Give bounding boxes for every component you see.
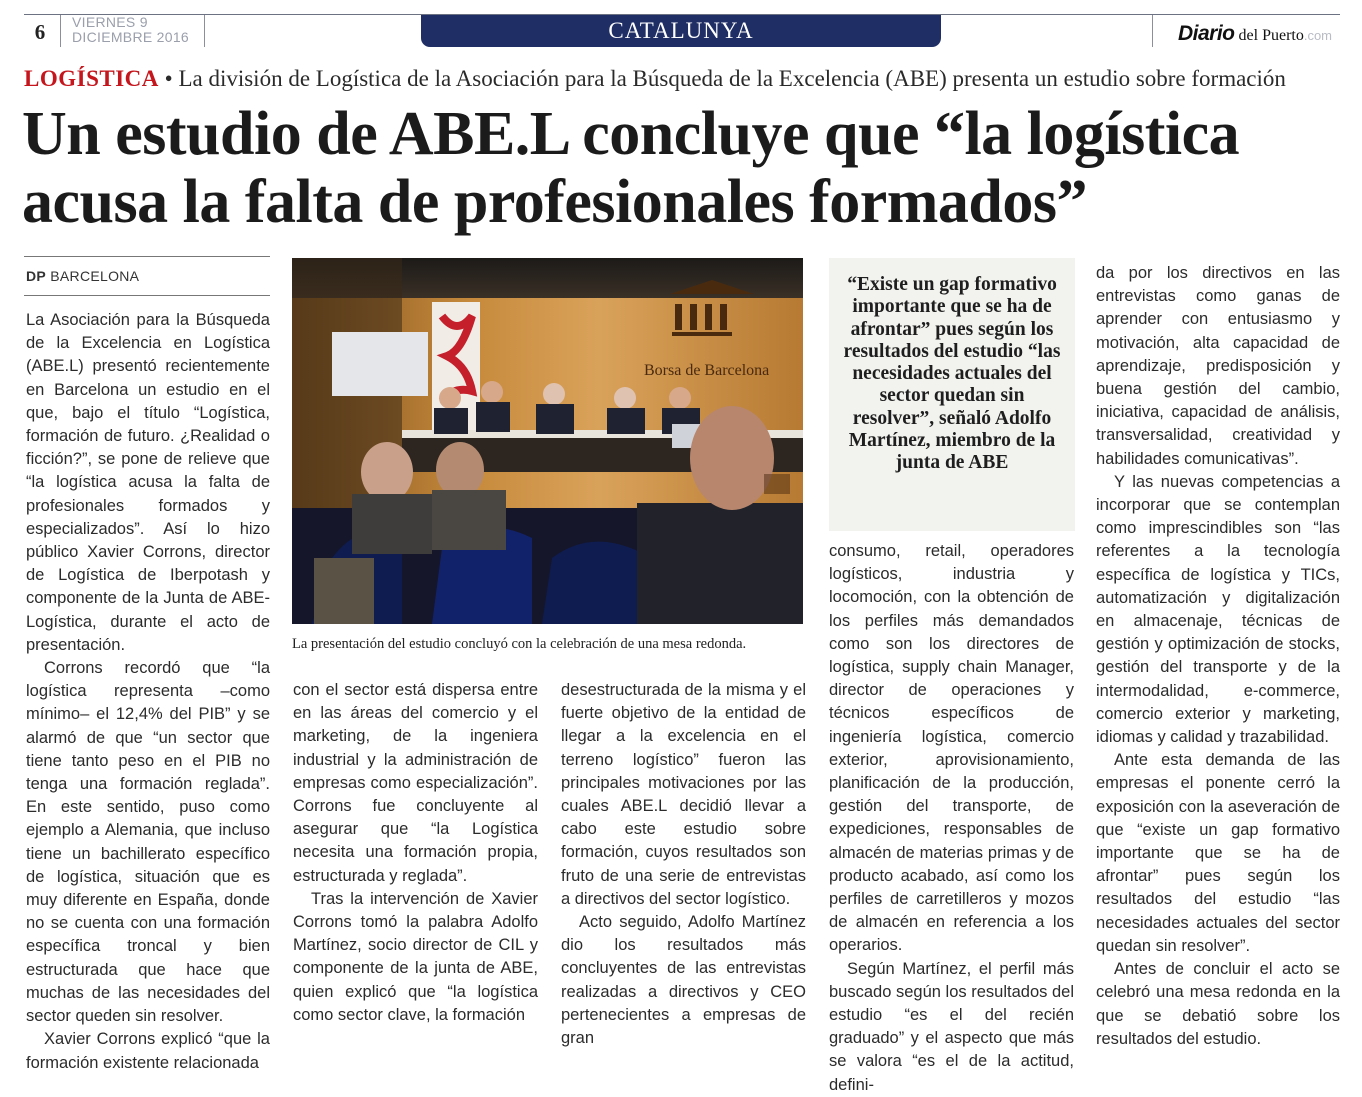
paragraph: Acto seguido, Adolfo Martínez dio los resultados más concluyentes de las entrevistas realizadas a directivos y CEO pertenecientes a empresas de gran bbox=[561, 913, 806, 1048]
paragraph: consumo, retail, operadores logísticos, industria y locomoción, con la obtención de los perfiles más demandados como son los directores de logística, supply chain Manager, director de operaciones y técnicos específicos de ingeniería logística, comercio exterior, aprovisionamiento, planificación de la producción, gestión del transporte, de expediciones, responsables de almacén de materias primas y de producto acabado, así como los perfiles de carretilleros y mozos de almacén en referencia a los operarios. bbox=[829, 542, 1074, 955]
logo-del-puerto: del Puerto bbox=[1238, 27, 1304, 44]
pull-quote bbox=[829, 258, 1075, 531]
byline-rule-bottom bbox=[24, 295, 270, 296]
photo-caption: La presentación del estudio concluyó con la celebración de una mesa redonda. bbox=[292, 636, 747, 652]
publication-logo bbox=[1178, 22, 1332, 46]
kicker-bullet: • bbox=[158, 66, 179, 91]
paragraph: Ante esta demanda de las empresas el ponente cerró la exposición con la aseveración de que “existe un gap formativo importante que se ha de afrontar” pues según los resultados del estudio “las necesidades actuales del sector quedan sin resolver”. bbox=[1096, 751, 1340, 955]
article-column-4 bbox=[829, 540, 1074, 1097]
pull-quote-text: “Existe un gap formativo importante que se ha de afrontar” pues según los resultados del estudio “las necesidades actuales del sector quedan sin resolver”, señaló Adolfo Martínez, miembro de la junta de ABE bbox=[843, 274, 1061, 474]
byline-rule-top bbox=[24, 256, 270, 257]
paragraph: desestructurada de la misma y el fuerte objetivo de la entidad de llegar a la excelencia en el terreno logístico” fueron las principales motivaciones por las cuales ABE.L decidió llevar a cabo este estudio sobre formación, cuyos resultados son fruto de una serie de entrevistas a directivos del sector logístico. bbox=[561, 681, 806, 908]
paragraph: Corrons recordó que “la logística representa –como mínimo– el 12,4% del PIB” y se alarmó de que “un sector que tiene tanto peso en el PIB no tenga una formación reglada”. En este sentido, puso como ejemplo a Alemania, que incluso tiene un bachillerato específico de logística, situación que es muy diferente en España, donde no se cuenta con una formación específica troncal y bien estructurada que hace que muchas de las necesidades del sector queden sin resolver. bbox=[26, 659, 270, 1026]
paragraph: Antes de concluir el acto se celebró una mesa redonda en la que se debatió sobre los resultados del estudio. bbox=[1096, 960, 1340, 1048]
paragraph: con el sector está dispersa entre en las áreas del comercio y el marketing, de la ingeniera industrial y la administración de empresas como especialización”. Corrons fue concluyente al asegurar que “la Logística necesita una formación propia, estructurada y reglada”. bbox=[293, 681, 538, 885]
header-divider bbox=[60, 15, 61, 47]
paragraph: Según Martínez, el perfil más buscado según los resultados del estudio “es el del recién graduado” y el aspecto que más se valora “es el de la actitud, defini- bbox=[829, 959, 1074, 1094]
logo-diario: Diario bbox=[1178, 22, 1235, 45]
headline: Un estudio de ABE.L concluye que “la logística acusa la falta de profesionales formados” bbox=[22, 100, 1240, 236]
issue-weekday: VIERNES 9 bbox=[72, 14, 148, 30]
page-number: 6 bbox=[34, 20, 46, 44]
kicker-keyword: LOGÍSTICA bbox=[24, 66, 159, 91]
paragraph: Tras la intervención de Xavier Corrons tomó la palabra Adolfo Martínez, socio director de CIL y componente de la junta de ABE, quien explicó que “la logística como sector clave, la formación bbox=[293, 889, 538, 1024]
logo-com: .com bbox=[1303, 28, 1333, 43]
paragraph: Xavier Corrons explicó “que la formación existente relacionada bbox=[26, 1030, 270, 1072]
section-tab: CATALUNYA bbox=[421, 15, 941, 47]
paragraph: da por los directivos en las entrevistas como ganas de aprender con entusiasmo y motivación, alta capacidad de aprendizaje, predisposición y buena gestión del cambio, iniciativa, capacidad de análisis, transversalidad, creatividad y habilidades comunicativas”. bbox=[1096, 264, 1340, 468]
event-photo bbox=[292, 258, 803, 624]
byline-city: BARCELONA bbox=[50, 268, 140, 284]
article-column-5 bbox=[1096, 262, 1340, 1051]
kicker-text: La división de Logística de la Asociación para la Búsqueda de la Excelencia (ABE) presenta un estudio sobre formación bbox=[178, 66, 1286, 91]
byline bbox=[26, 268, 139, 284]
photo-sign-text: Borsa de Barcelona bbox=[644, 362, 770, 379]
article-column-1 bbox=[26, 309, 270, 1075]
issue-date bbox=[72, 15, 189, 45]
header-divider bbox=[204, 15, 205, 47]
paragraph: Y las nuevas competencias a incorporar que se contemplan como imprescindibles son “las referentes a la tecnología específica de logística y TICs, automatización y digitalización en almacenaje, técnicas de gestión y optimización de stocks, gestión del transporte y de la intermodalidad, e-commerce, comercio exterior y marketing, idiomas y calidad y trazabilidad. bbox=[1096, 472, 1340, 747]
byline-agency: DP bbox=[26, 268, 47, 284]
kicker bbox=[24, 64, 1286, 94]
issue-month-year: DICIEMBRE 2016 bbox=[72, 29, 190, 45]
paragraph: La Asociación para la Búsqueda de la Excelencia en Logística (ABE.L) presentó recientemente en Barcelona un estudio en el que, bajo el título “Logística, formación de futuro. ¿Realidad o ficción?”, se pone de relieve que “la logística acusa la falta de profesionales formados y especializados”. Así lo hizo público Xavier Corrons, director de Logística de Iberpotash y componente de la Junta de ABE-Logística, durante el acto de presentación. bbox=[26, 311, 270, 654]
header-divider bbox=[1152, 15, 1153, 47]
article-column-3 bbox=[561, 679, 806, 1050]
article-column-2 bbox=[293, 679, 538, 1027]
